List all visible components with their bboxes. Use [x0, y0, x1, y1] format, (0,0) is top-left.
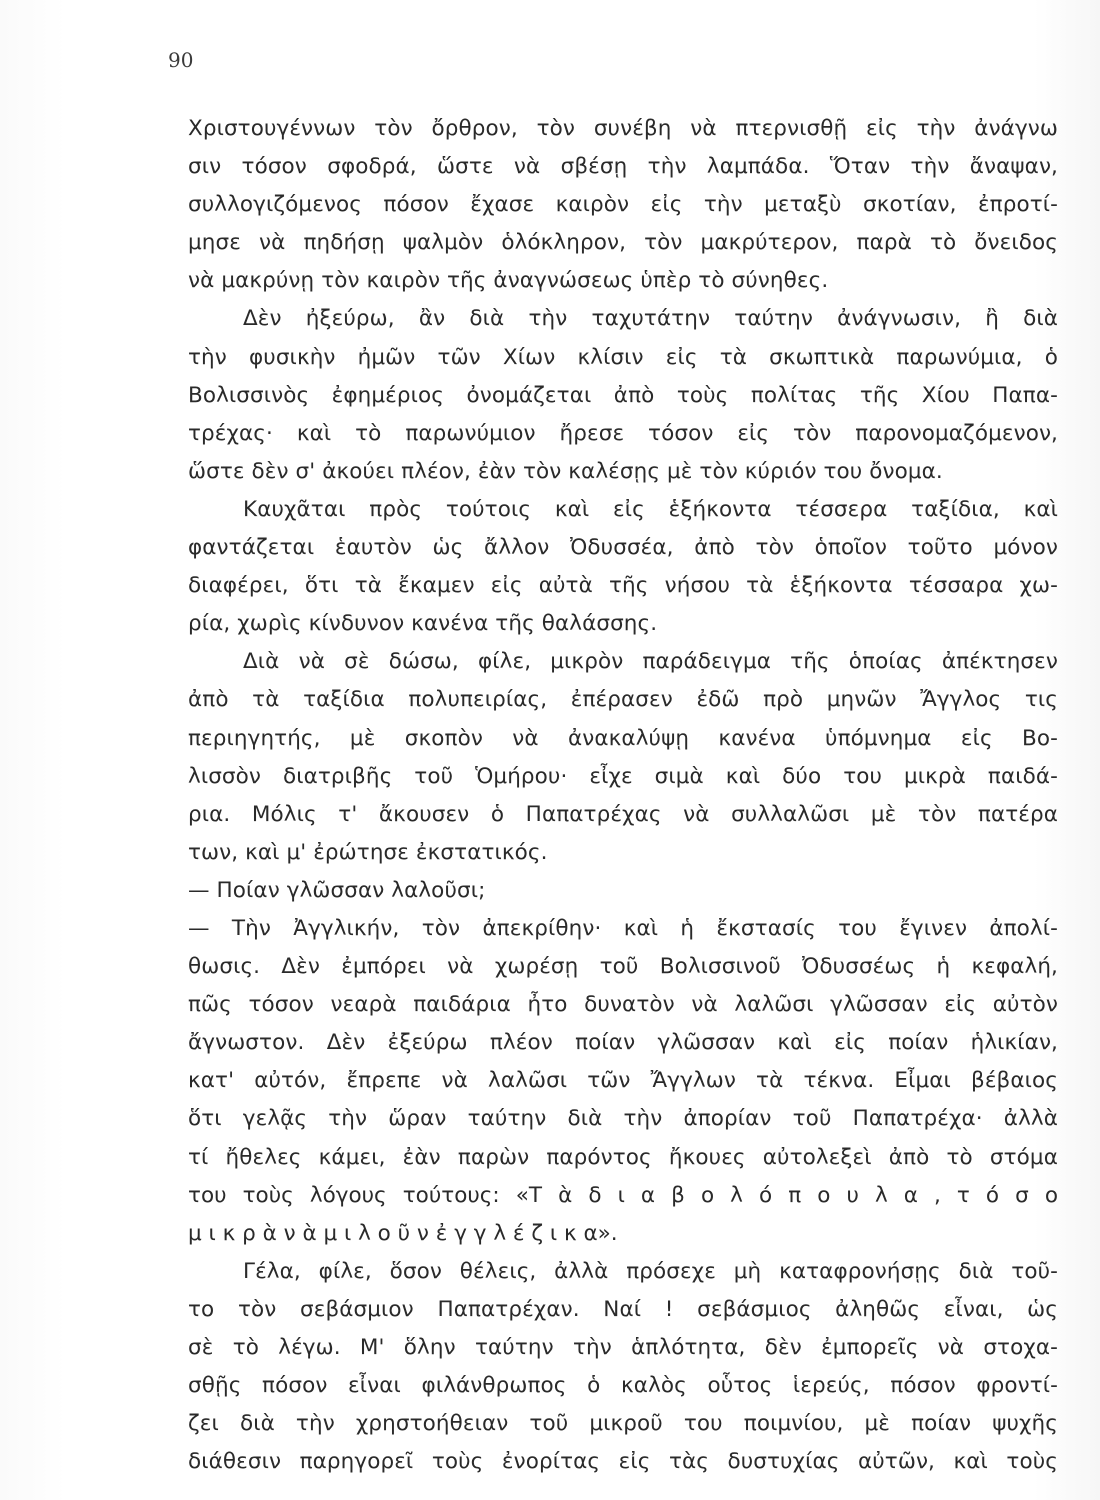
text-line: νὰ μακρύνῃ τὸν καιρὸν τῆς ἀναγνώσεως ὑπὲρ τὸ σύνηθες.: [188, 268, 829, 294]
text-line: Γέλα, φίλε, ὅσον θέλεις, ἀλλὰ πρόσεχε μὴ καταφρονήσῃς διὰ τοῦ-: [243, 1258, 1058, 1284]
body-text: [188, 110, 1058, 1481]
page-number: 90: [168, 48, 194, 72]
text-line: ἄγνωστον. Δὲν ἐξεύρω πλέον ποίαν γλῶσσαν καὶ εἰς ποίαν ἡλικίαν,: [188, 1030, 1058, 1056]
text-line: μησε νὰ πηδήσῃ ψαλμὸν ὁλόκληρον, τὸν μακρύτερον, παρὰ τὸ ὄνειδος: [188, 230, 1058, 256]
text-line: τρέχας· καὶ τὸ παρωνύμιον ἤρεσε τόσον εἰς τὸν παρονομαζόμενον,: [188, 420, 1058, 446]
text-line: Διὰ νὰ σὲ δώσω, φίλε, μικρὸν παράδειγμα τῆς ὁποίας ἀπέκτησεν: [243, 649, 1058, 675]
text-line: σὲ τὸ λέγω. Μ' ὅλην ταύτην τὴν ἁπλότητα, δὲν ἐμπορεῖς νὰ στοχα-: [188, 1335, 1058, 1360]
text-line: Καυχᾶται πρὸς τούτοις καὶ εἰς ἑξήκοντα τέσσερα ταξίδια, καὶ: [243, 496, 1058, 522]
text-line: ὥστε δὲν σ' ἀκούει πλέον, ἐὰν τὸν καλέσῃς μὲ τὸν κύριόν του ὄνομα.: [188, 458, 943, 484]
text-line: Χριστουγέννων τὸν ὄρθρον, τὸν συνέβη νὰ πτερνισθῇ εἰς τὴν ἀνάγνω: [188, 116, 1058, 141]
text-line: διαφέρει, ὅτι τὰ ἔκαμεν εἰς αὐτὰ τῆς νήσου τὰ ἑξήκοντα τέσσαρα χω-: [188, 573, 1058, 599]
text-line: τὴν φυσικὴν ἠμῶν τῶν Χίων κλίσιν εἰς τὰ σκωπτικὰ παρωνύμια, ὁ: [188, 344, 1058, 370]
text-line: το τὸν σεβάσμιον Παπατρέχαν. Ναί ! σεβάσμιος ἀληθῶς εἶναι, ὡς: [188, 1296, 1058, 1322]
text-line: Βολισσινὸς ἐφημέριος ὀνομάζεται ἀπὸ τοὺς πολίτας τῆς Χίου Παπα-: [188, 382, 1058, 408]
text-line: κατ' αὐτόν, ἔπρεπε νὰ λαλῶσι τῶν Ἄγγλων τὰ τέκνα. Εἶμαι βέβαιος: [188, 1068, 1058, 1094]
spaced-quote-line: μ ι κ ρ ὰ ν ὰ μ ι λ ο ῦ ν ἐ γ γ λ έ ζ ι κ α».: [188, 1220, 618, 1246]
text-line: φαντάζεται ἑαυτὸν ὡς ἄλλον Ὀδυσσέα, ἀπὸ τὸν ὁποῖον τοῦτο μόνον: [188, 535, 1058, 561]
text-line: θωσις. Δὲν ἐμπόρει νὰ χωρέσῃ τοῦ Βολισσινοῦ Ὀδυσσέως ἡ κεφαλή,: [188, 954, 1058, 980]
dialogue-line: — Τὴν Ἀγγλικήν, τὸν ἀπεκρίθην· καὶ ἡ ἔκστασίς του ἔγινεν ἀπολί-: [188, 915, 1058, 941]
text-line: ρια. Μόλις τ' ἄκουσεν ὁ Παπατρέχας νὰ συλλαλῶσι μὲ τὸν πατέρα: [188, 801, 1058, 827]
text-line: ρία, χωρὶς κίνδυνον κανένα τῆς θαλάσσης.: [188, 611, 658, 637]
text-line: σθῇς πόσον εἶναι φιλάνθρωπος ὁ καλὸς οὗτος ἱερεύς, πόσον φροντί-: [188, 1373, 1058, 1399]
text-line: λισσὸν διατριβῆς τοῦ Ὁμήρου· εἶχε σιμὰ καὶ δύο του μικρὰ παιδά-: [188, 763, 1058, 789]
text-line: τί ἤθελες κάμει, ἐὰν παρὼν παρόντος ἤκουες αὐτολεξεὶ ἀπὸ τὸ στόμα: [188, 1144, 1058, 1170]
text-line: συλλογιζόμενος πόσον ἔχασε καιρὸν εἰς τὴν μεταξὺ σκοτίαν, ἐπροτί-: [188, 192, 1058, 218]
dialogue-line: — Ποίαν γλῶσσαν λαλοῦσι;: [188, 877, 486, 903]
text-line: διάθεσιν παρηγορεῖ τοὺς ἐνορίτας εἰς τὰς δυστυχίας αὐτῶν, καὶ τοὺς: [188, 1449, 1058, 1475]
spaced-quote-line: του τοὺς λόγους τούτους: «Τ ὰ δ ι α β ο λ ό π ο υ λ α , τ ό σ ο: [188, 1182, 1058, 1208]
text-line: σιν τόσον σφοδρά, ὥστε νὰ σβέσῃ τὴν λαμπάδα. Ὅταν τὴν ἄναψαν,: [188, 154, 1058, 180]
text-line: των, καὶ μ' ἐρώτησε ἐκστατικός.: [188, 839, 548, 865]
text-line: ζει διὰ τὴν χρηστοήθειαν τοῦ μικροῦ του ποιμνίου, μὲ ποίαν ψυχῆς: [188, 1411, 1058, 1437]
text-line: Δὲν ἠξεύρω, ἂν διὰ τὴν ταχυτάτην ταύτην ἀνάγνωσιν, ἢ διὰ: [243, 306, 1058, 332]
text-line: περιηγητής, μὲ σκοπὸν νὰ ἀνακαλύψῃ κανένα ὑπόμνημα εἰς Βο-: [188, 725, 1058, 751]
text-line: πῶς τόσον νεαρὰ παιδάρια ἦτο δυνατὸν νὰ λαλῶσι γλῶσσαν εἰς αὐτὸν: [188, 992, 1058, 1018]
text-line: ὅτι γελᾷς τὴν ὥραν ταύτην διὰ τὴν ἀπορίαν τοῦ Παπατρέχα· ἀλλὰ: [188, 1106, 1058, 1132]
text-line: ἀπὸ τὰ ταξίδια πολυπειρίας, ἐπέρασεν ἐδῶ πρὸ μηνῶν Ἄγγλος τις: [188, 687, 1058, 713]
